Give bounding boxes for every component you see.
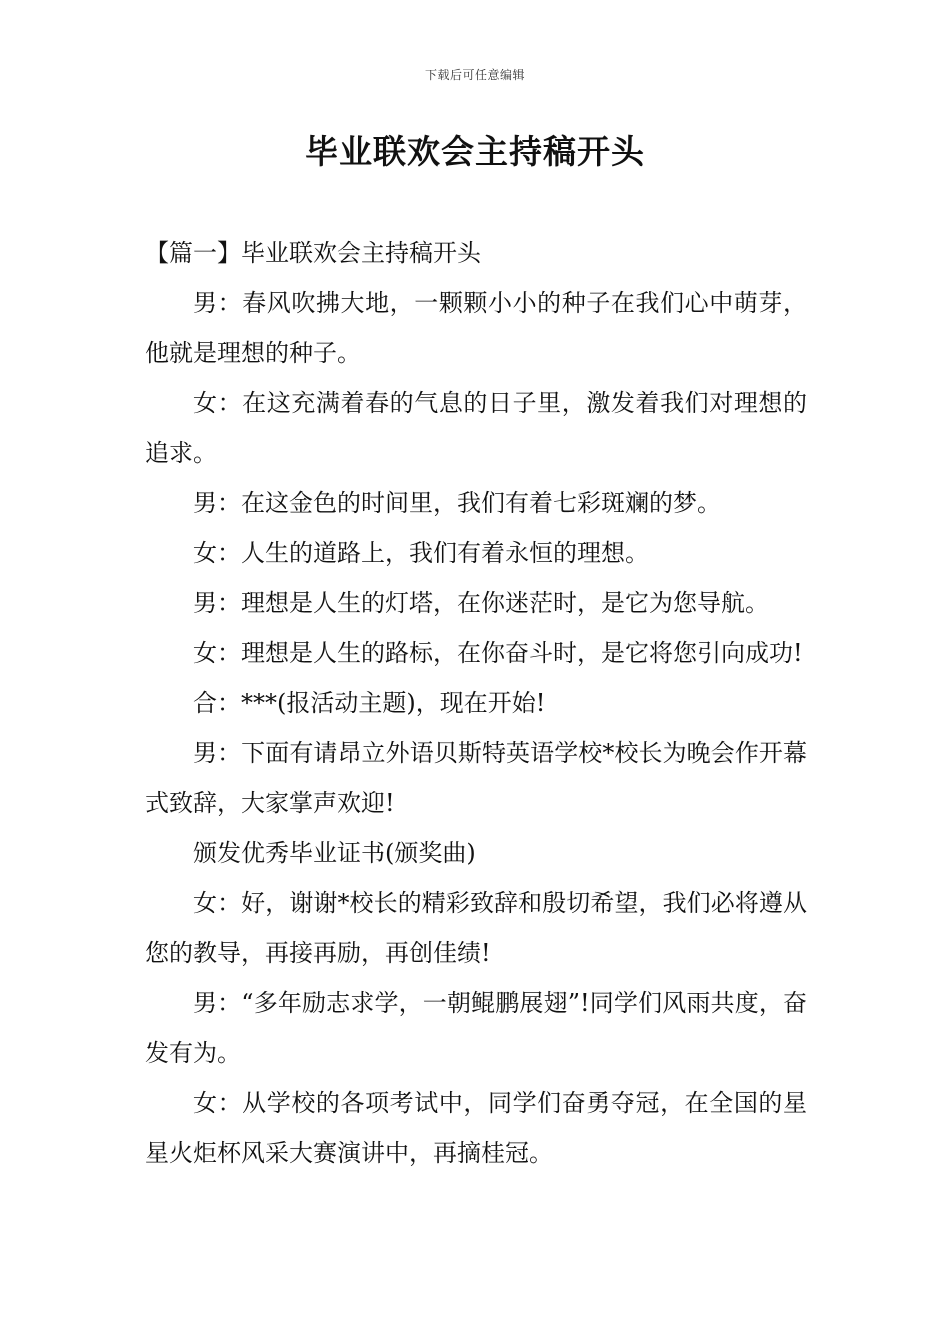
paragraph: 女：在这充满着春的气息的日子里，激发着我们对理想的追求。	[145, 389, 807, 467]
document-title: 毕业联欢会主持稿开头	[305, 132, 645, 171]
document-body	[145, 228, 807, 1178]
paragraph: 女：好，谢谢*校长的精彩致辞和殷切希望，我们必将遵从您的教导，再接再励，再创佳绩!	[145, 889, 807, 967]
paragraph: 男：春风吹拂大地，一颗颗小小的种子在我们心中萌芽，他就是理想的种子。	[145, 289, 807, 367]
paragraph: 男：下面有请昂立外语贝斯特英语学校*校长为晚会作开幕式致辞，大家掌声欢迎!	[145, 739, 807, 817]
paragraph: 颁发优秀毕业证书(颁奖曲)	[193, 839, 476, 867]
paragraph: 女：理想是人生的路标，在你奋斗时，是它将您引向成功!	[193, 639, 803, 667]
header-note: 下载后可任意编辑	[424, 68, 525, 82]
paragraph: 女：人生的道路上，我们有着永恒的理想。	[193, 539, 649, 567]
paragraph: 男：“多年励志求学，一朝鲲鹏展翅”!同学们风雨共度，奋发有为。	[145, 989, 807, 1067]
paragraph: 男：在这金色的时间里，我们有着七彩斑斓的梦。	[193, 489, 721, 517]
section-heading: 【篇一】毕业联欢会主持稿开头	[145, 239, 481, 267]
paragraph: 合：***(报活动主题)，现在开始!	[193, 689, 546, 717]
paragraph: 女：从学校的各项考试中，同学们奋勇夺冠，在全国的星星火炬杯风采大赛演讲中，再摘桂冠。	[145, 1089, 807, 1167]
paragraph: 男：理想是人生的灯塔，在你迷茫时，是它为您导航。	[193, 589, 769, 617]
